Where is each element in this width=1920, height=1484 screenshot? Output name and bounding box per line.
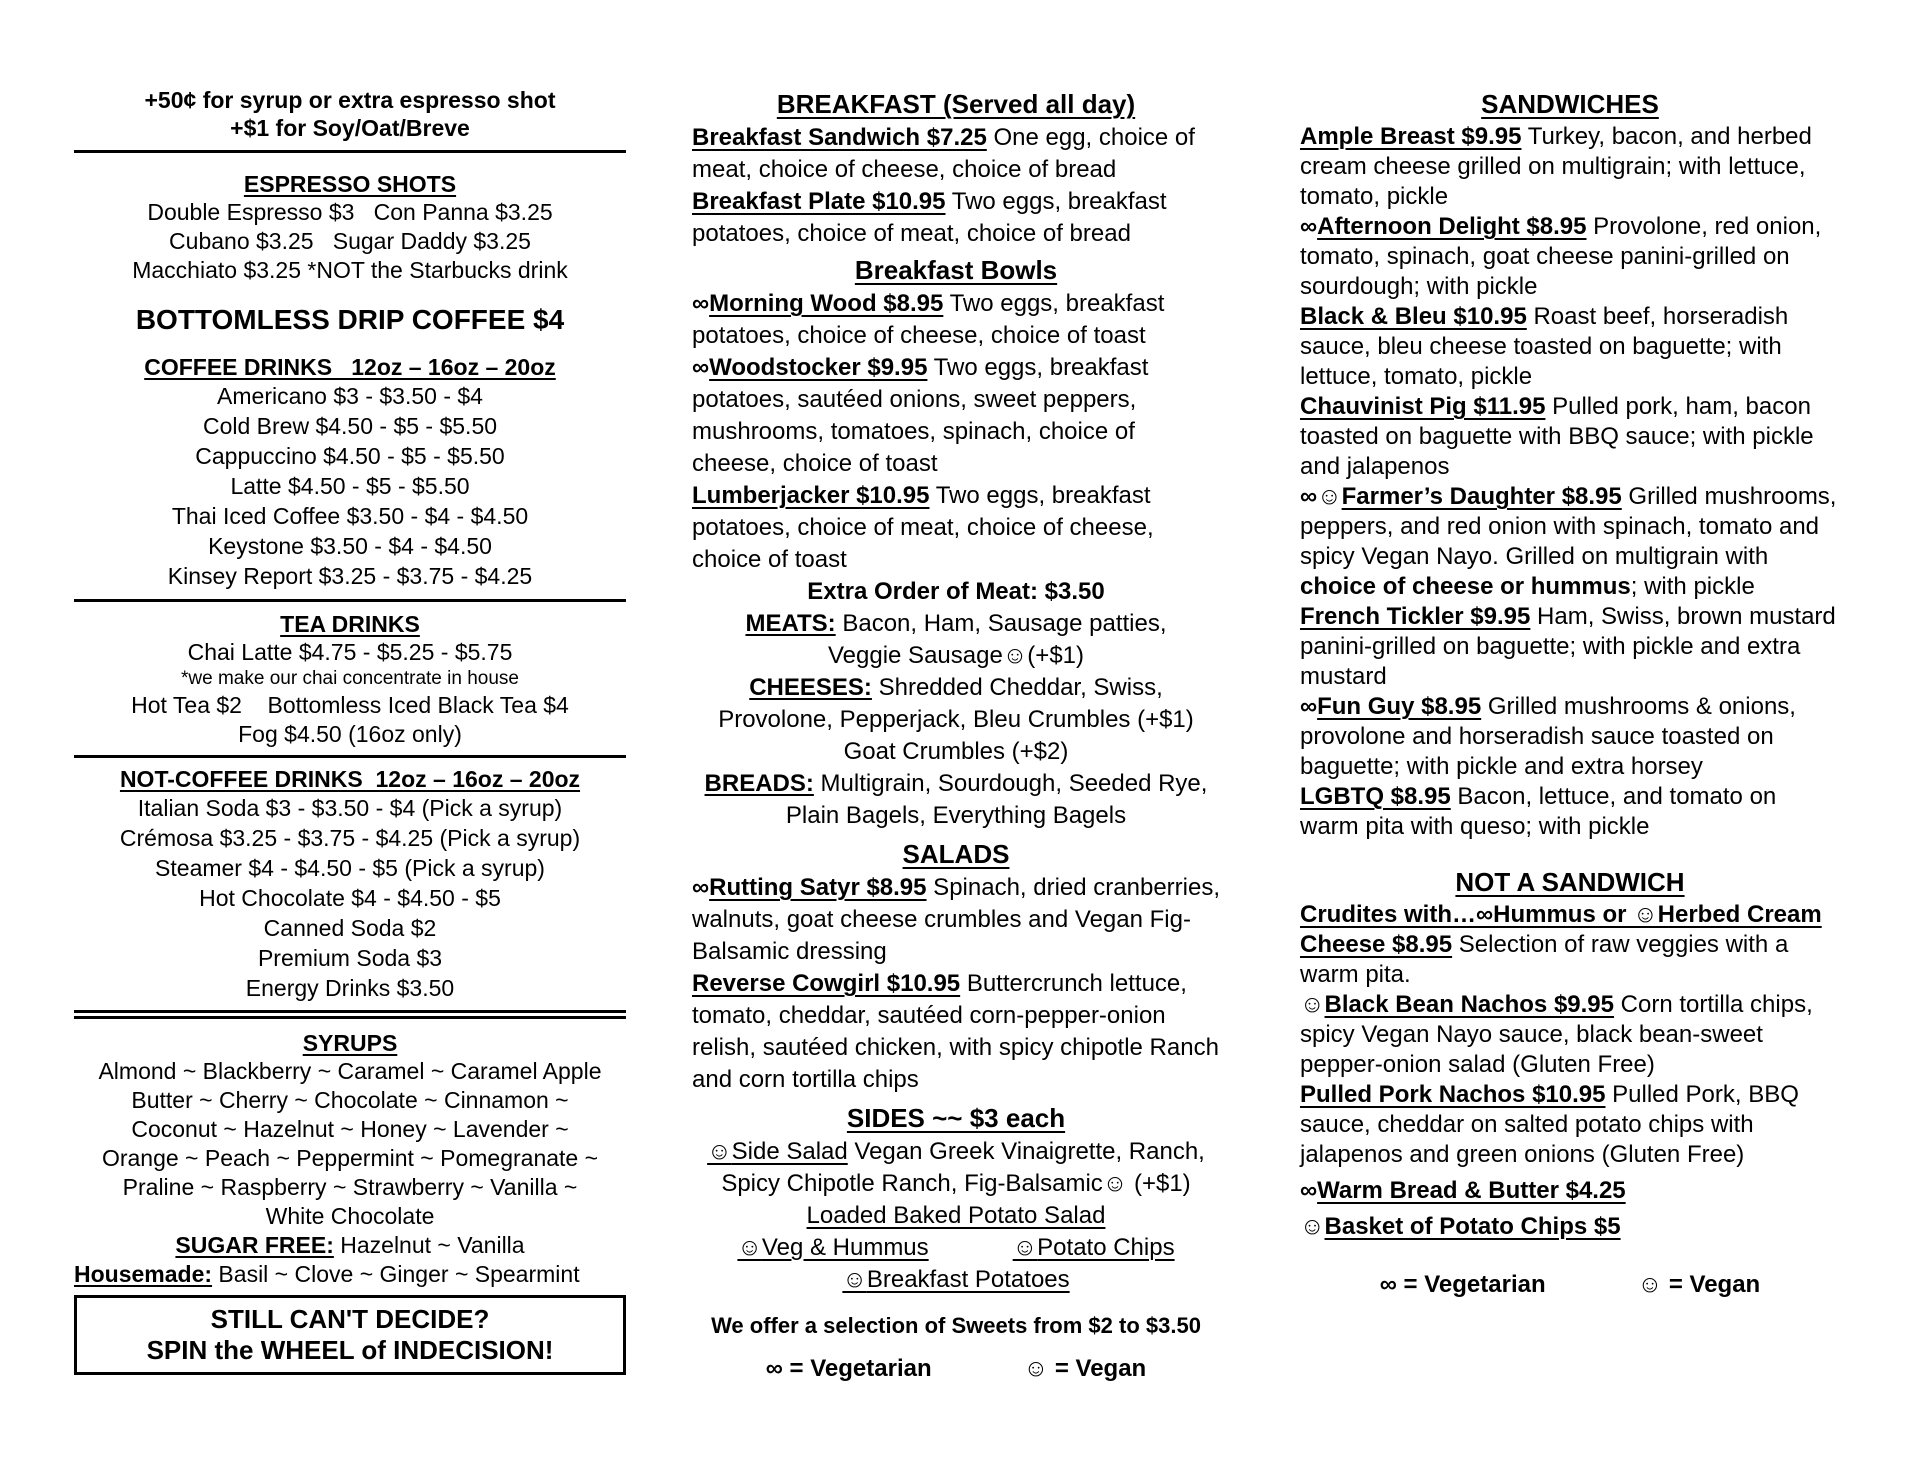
infinity-icon: ∞ bbox=[765, 1355, 783, 1382]
not-coffee-line: Hot Chocolate $4 - $4.50 - $5 bbox=[199, 885, 501, 911]
coffee-line: Keystone $3.50 - $4 - $4.50 bbox=[208, 533, 492, 559]
choices-text: Veggie Sausage☺(+$1) bbox=[827, 642, 1085, 669]
item-name: Chauvinist Pig $11.95 bbox=[1300, 393, 1546, 420]
menu-item bbox=[692, 288, 1220, 352]
menu-item bbox=[692, 872, 1220, 968]
choices-line bbox=[692, 736, 1220, 768]
choices-line bbox=[692, 704, 1220, 736]
item-name: Woodstocker $9.95 bbox=[709, 354, 928, 381]
choices-line bbox=[692, 768, 1220, 800]
smiley-icon: ☺ bbox=[1637, 1271, 1663, 1298]
espresso-shots-heading: ESPRESSO SHOTS bbox=[243, 171, 457, 197]
item-name: Rutting Satyr $8.95 bbox=[709, 874, 927, 901]
item-name: LGBTQ $8.95 bbox=[1300, 783, 1451, 810]
item-name: Fun Guy $8.95 bbox=[1317, 693, 1482, 720]
choices-line bbox=[692, 608, 1220, 640]
vegan-icon: ☺ bbox=[1300, 991, 1325, 1018]
item-name: French Tickler $9.95 bbox=[1300, 603, 1531, 630]
item-desc: Roast beef, horseradish sauce, bleu cheese toasted on baguette; with lettuce, tomato, pickle bbox=[1300, 303, 1789, 390]
item-name: Black Bean Nachos $9.95 bbox=[1324, 991, 1615, 1018]
vegan-icon: ☺ bbox=[842, 1266, 867, 1293]
salads-heading: SALADS bbox=[902, 839, 1010, 869]
not-coffee-line: Italian Soda $3 - $3.50 - $4 (Pick a syrup) bbox=[137, 795, 563, 821]
choices-text: Goat Crumbles (+$2) bbox=[843, 738, 1069, 765]
item-name: Basket of Potato Chips $5 bbox=[1324, 1213, 1621, 1240]
item-desc: Bacon, lettuce, and tomato on warm pita with queso; with pickle bbox=[1300, 783, 1777, 840]
side-name: Breakfast Potatoes bbox=[866, 1266, 1070, 1293]
extra-meat-note: Extra Order of Meat: $3.50 bbox=[807, 578, 1105, 605]
breakfast-heading: BREAKFAST (Served all day) bbox=[776, 89, 1136, 119]
sandwiches-heading: SANDWICHES bbox=[1481, 89, 1659, 119]
item-desc: Turkey, bacon, and herbed cream cheese grilled on multigrain; with lettuce, tomato, pickle bbox=[1300, 123, 1812, 210]
coffee-line: Thai Iced Coffee $3.50 - $4 - $4.50 bbox=[171, 503, 529, 529]
housemade-flavors: Basil ~ Clove ~ Ginger ~ Spearmint bbox=[212, 1261, 580, 1287]
vegetarian-vegan-icons: ∞☺ bbox=[1300, 483, 1342, 510]
item-desc: Provolone, red onion, tomato, spinach, goat cheese panini-grilled on sourdough; with pickle bbox=[1300, 213, 1822, 300]
breakfast-column bbox=[692, 0, 1220, 1384]
choices-text: Shredded Cheddar, Swiss, bbox=[871, 674, 1163, 701]
item-desc: Grilled mushrooms, peppers, and red onion with spinach, tomato and spicy Vegan Nayo. Grilled on multigrain with bbox=[1300, 483, 1837, 570]
housemade-label: Housemade: bbox=[74, 1261, 213, 1287]
item-desc: Grilled mushrooms & onions, provolone and horseradish sauce toasted on baguette; with pickle and extra horsey bbox=[1300, 693, 1796, 780]
smiley-icon: ☺ bbox=[1023, 1355, 1049, 1382]
meats-label: MEATS: bbox=[745, 610, 836, 637]
sides-line bbox=[692, 1264, 1220, 1296]
not-coffee-line: Energy Drinks $3.50 bbox=[245, 975, 455, 1001]
menu-item bbox=[692, 122, 1220, 186]
coffee-line: Latte $4.50 - $5 - $5.50 bbox=[230, 473, 470, 499]
choices-text: Plain Bagels, Everything Bagels bbox=[785, 802, 1127, 829]
drinks-column bbox=[74, 0, 626, 1375]
syrups-heading: SYRUPS bbox=[302, 1030, 398, 1056]
choices-line bbox=[692, 672, 1220, 704]
item-name: Breakfast Sandwich $7.25 bbox=[692, 124, 987, 151]
sides-line bbox=[692, 1168, 1220, 1200]
coffee-line: Kinsey Report $3.25 - $3.75 - $4.25 bbox=[167, 563, 533, 589]
vegetarian-legend: ∞ = Vegetarian bbox=[1379, 1271, 1546, 1298]
vegan-icon: ☺ bbox=[737, 1234, 762, 1261]
item-desc: ; with pickle bbox=[1630, 573, 1755, 600]
sides-line bbox=[692, 1200, 1220, 1232]
menu-item bbox=[692, 480, 1220, 576]
item-name: Morning Wood $8.95 bbox=[709, 290, 944, 317]
menu-item bbox=[1300, 692, 1840, 782]
divider-rule bbox=[74, 755, 626, 758]
coffee-line: Americano $3 - $3.50 - $4 bbox=[217, 383, 483, 409]
coffee-line: Cold Brew $4.50 - $5 - $5.50 bbox=[202, 413, 498, 439]
sides-line bbox=[692, 1136, 1220, 1168]
tea-drinks-heading: TEA DRINKS bbox=[280, 611, 420, 637]
item-name: Lumberjacker $10.95 bbox=[692, 482, 930, 509]
vegetarian-icon: ∞ bbox=[1300, 693, 1318, 720]
menu-item bbox=[1300, 1080, 1840, 1170]
breakfast-bowls-heading: Breakfast Bowls bbox=[854, 255, 1058, 285]
menu-item bbox=[1300, 302, 1840, 392]
sugar-free-line bbox=[74, 1231, 626, 1260]
decide-box-line2: SPIN the WHEEL of INDECISION! bbox=[146, 1335, 554, 1365]
not-coffee-heading: NOT-COFFEE DRINKS 12oz – 16oz – 20oz bbox=[119, 766, 581, 792]
item-name: Afternoon Delight $8.95 bbox=[1317, 213, 1587, 240]
divider-rule bbox=[74, 599, 626, 602]
side-name: Potato Chips bbox=[1037, 1234, 1175, 1261]
item-desc: Pulled Pork, BBQ sauce, cheddar on salted potato chips with jalapenos and green onions (Gluten Free) bbox=[1300, 1081, 1799, 1168]
menu-item bbox=[1300, 122, 1840, 212]
item-name: Pulled Pork Nachos $10.95 bbox=[1300, 1081, 1606, 1108]
choices-text: Multigrain, Sourdough, Seeded Rye, bbox=[813, 770, 1208, 797]
not-coffee-line: Premium Soda $3 bbox=[257, 945, 443, 971]
item-desc: Spinach, dried cranberries, walnuts, goat cheese crumbles and Vegan Fig-Balsamic dressing bbox=[692, 874, 1220, 965]
tea-line: Chai Latte $4.75 - $5.25 - $5.75 bbox=[187, 639, 513, 665]
vegan-icon: ☺ bbox=[1012, 1234, 1038, 1261]
syrup-line: Orange ~ Peach ~ Peppermint ~ Pomegranate ~ bbox=[101, 1145, 599, 1171]
bottomless-drip-heading: BOTTOMLESS DRIP COFFEE $4 bbox=[135, 304, 565, 335]
item-name: Warm Bread & Butter $4.25 bbox=[1317, 1177, 1626, 1204]
not-a-sandwich-heading: NOT A SANDWICH bbox=[1455, 867, 1685, 897]
sides-heading: SIDES ~~ $3 each bbox=[846, 1103, 1066, 1133]
sides-text: Vegan Greek Vinaigrette, Ranch, bbox=[847, 1138, 1205, 1165]
item-name: Ample Breast $9.95 bbox=[1300, 123, 1522, 150]
not-coffee-line: Canned Soda $2 bbox=[263, 915, 437, 941]
syrup-line: Almond ~ Blackberry ~ Caramel ~ Caramel Apple bbox=[98, 1058, 602, 1084]
choices-text: Provolone, Pepperjack, Bleu Crumbles (+$1) bbox=[718, 706, 1194, 733]
chai-note: *we make our chai concentrate in house bbox=[181, 668, 519, 689]
item-desc: Buttercrunch lettuce, tomato, cheddar, sautéed corn-pepper-onion relish, sautéed chicken, with spicy chipotle Ranch and corn tortilla chips bbox=[692, 970, 1219, 1093]
double-divider-rule bbox=[74, 1010, 626, 1019]
side-name: Loaded Baked Potato Salad bbox=[806, 1202, 1106, 1229]
syrup-line: Coconut ~ Hazelnut ~ Honey ~ Lavender ~ bbox=[131, 1116, 569, 1142]
tea-line: Hot Tea $2 Bottomless Iced Black Tea $4 bbox=[131, 692, 569, 718]
item-name: Black & Bleu $10.95 bbox=[1300, 303, 1527, 330]
item-name: Breakfast Plate $10.95 bbox=[692, 188, 946, 215]
vegan-icon: ☺ bbox=[1300, 1213, 1325, 1240]
item-desc: Two eggs, breakfast potatoes, choice of cheese, choice of toast bbox=[692, 290, 1165, 349]
choices-line bbox=[692, 640, 1220, 672]
syrup-line: White Chocolate bbox=[265, 1203, 435, 1229]
vegetarian-icon: ∞ bbox=[692, 354, 710, 381]
item-desc: One egg, choice of meat, choice of cheese, choice of bread bbox=[692, 124, 1195, 183]
surcharge-note-line1: +50¢ for syrup or extra espresso shot bbox=[144, 87, 556, 113]
espresso-line: Macchiato $3.25 *NOT the Starbucks drink bbox=[132, 257, 568, 283]
divider-rule bbox=[74, 150, 626, 153]
item-name: Farmer’s Daughter $8.95 bbox=[1341, 483, 1622, 510]
menu-item bbox=[1300, 1212, 1840, 1242]
side-name: Veg & Hummus bbox=[761, 1234, 929, 1261]
sandwiches-column bbox=[1300, 0, 1840, 1300]
not-coffee-line: Steamer $4 - $4.50 - $5 (Pick a syrup) bbox=[155, 855, 545, 881]
symbol-legend bbox=[692, 1354, 1220, 1384]
side-name: Side Salad bbox=[731, 1138, 848, 1165]
infinity-icon: ∞ bbox=[1379, 1271, 1397, 1298]
coffee-drinks-heading: COFFEE DRINKS 12oz – 16oz – 20oz bbox=[144, 354, 556, 380]
menu-item bbox=[692, 968, 1220, 1096]
espresso-line: Double Espresso $3 Con Panna $3.25 bbox=[147, 199, 553, 225]
sides-line bbox=[692, 1232, 1220, 1264]
item-desc: Ham, Swiss, brown mustard panini-grilled on baguette; with pickle and extra mustard bbox=[1300, 603, 1836, 690]
vegetarian-icon: ∞ bbox=[692, 874, 710, 901]
item-name: Reverse Cowgirl $10.95 bbox=[692, 970, 961, 997]
surcharge-note-line2: +$1 for Soy/Oat/Breve bbox=[230, 115, 470, 141]
coffee-line: Cappuccino $4.50 - $5 - $5.50 bbox=[195, 443, 505, 469]
menu-item bbox=[692, 352, 1220, 480]
syrup-line: Praline ~ Raspberry ~ Strawberry ~ Vanilla ~ bbox=[122, 1174, 578, 1200]
menu-item bbox=[1300, 482, 1840, 602]
menu-item bbox=[1300, 1176, 1840, 1206]
espresso-line: Cubano $3.25 Sugar Daddy $3.25 bbox=[169, 228, 531, 254]
vegan-legend: ☺ = Vegan bbox=[1637, 1271, 1761, 1298]
menu-item bbox=[1300, 782, 1840, 842]
sweets-note: We offer a selection of Sweets from $2 to $3.50 bbox=[711, 1313, 1201, 1338]
item-desc: Two eggs, breakfast potatoes, sautéed onions, sweet peppers, mushrooms, tomatoes, spinach, choice of cheese, choice of toast bbox=[692, 354, 1149, 477]
item-desc-bold: choice of cheese or hummus bbox=[1300, 573, 1631, 600]
housemade-line bbox=[74, 1260, 626, 1289]
breads-label: BREADS: bbox=[704, 770, 814, 797]
vegetarian-icon: ∞ bbox=[692, 290, 710, 317]
decide-box-line1: STILL CAN'T DECIDE? bbox=[210, 1304, 490, 1334]
vegan-icon: ☺ bbox=[707, 1138, 732, 1165]
item-desc: Selection of raw veggies with a warm pita. bbox=[1300, 931, 1789, 988]
vegetarian-legend: ∞ = Vegetarian bbox=[765, 1355, 932, 1382]
vegetarian-icon: ∞ bbox=[1300, 213, 1318, 240]
not-coffee-line: Crémosa $3.25 - $3.75 - $4.25 (Pick a syrup) bbox=[119, 825, 581, 851]
menu-item bbox=[1300, 212, 1840, 302]
choices-text: Bacon, Ham, Sausage patties, bbox=[835, 610, 1167, 637]
menu-item bbox=[1300, 900, 1840, 990]
menu-item bbox=[1300, 990, 1840, 1080]
cheeses-label: CHEESES: bbox=[749, 674, 872, 701]
vegetarian-icon: ∞ bbox=[1300, 1177, 1318, 1204]
wheel-of-indecision-box bbox=[74, 1295, 626, 1375]
syrup-line: Butter ~ Cherry ~ Chocolate ~ Cinnamon ~ bbox=[131, 1087, 569, 1113]
item-desc: Two eggs, breakfast potatoes, choice of meat, choice of bread bbox=[692, 188, 1167, 247]
item-desc: Two eggs, breakfast potatoes, choice of meat, choice of cheese, choice of toast bbox=[692, 482, 1154, 573]
menu-item bbox=[1300, 602, 1840, 692]
sugar-free-flavors: Hazelnut ~ Vanilla bbox=[333, 1232, 525, 1258]
symbol-legend bbox=[1300, 1270, 1840, 1300]
menu-item bbox=[1300, 392, 1840, 482]
item-desc: Pulled pork, ham, bacon toasted on baguette with BBQ sauce; with pickle and jalapenos bbox=[1300, 393, 1814, 480]
item-name: Crudites with…∞Hummus or ☺Herbed Cream Cheese $8.95 bbox=[1300, 901, 1822, 958]
tea-line: Fog $4.50 (16oz only) bbox=[238, 721, 462, 747]
sugar-free-label: SUGAR FREE: bbox=[175, 1232, 334, 1258]
menu-item bbox=[692, 186, 1220, 250]
choices-line bbox=[692, 800, 1220, 832]
vegan-legend: ☺ = Vegan bbox=[1023, 1355, 1147, 1382]
item-desc: Corn tortilla chips, spicy Vegan Nayo sauce, black bean-sweet pepper-onion salad (Gluten Free) bbox=[1300, 991, 1813, 1078]
sides-text: Spicy Chipotle Ranch, Fig-Balsamic☺ (+$1) bbox=[721, 1170, 1191, 1197]
